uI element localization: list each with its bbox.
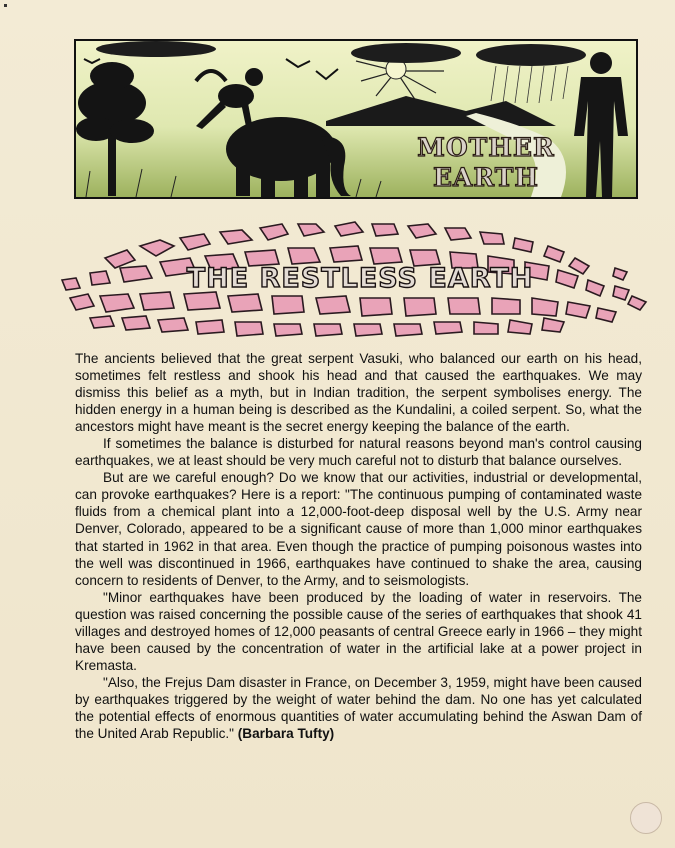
paragraph-3: But are we careful enough? Do we know that our activities, industrial or developmental, can provoke earthquakes? Here is a report: "The continuous pumping of contaminated waste fluids from a chemical plant into a 12,000-foot-deep disposal well by the U.S. Army near Denver, Colorado, appeared to be a significant cause of more than 1,000 minor earthquakes that started in 1962 in that area. Even though the practice of pumping poisonous wastes into the well was discontinued in 1966, earthquakes have continued to shake the area, causing concern to residents of Denver, to the Army, and to seismologists. (75, 470, 642, 588)
paragraph-5-text: "Also, the Frejus Dam disaster in France, on December 3, 1959, might have been caused by earthquakes triggered by the weight of water behind the dam. No one has yet calculated the potential effects of enormous quantities of water accumulating behind the Aswan Dam of the United Arab Republic." (75, 674, 642, 742)
banner-title (396, 133, 576, 193)
article-headline: THE RESTLESS EARTH (186, 263, 534, 294)
author-credit: (Barbara Tufty) (237, 726, 335, 742)
paragraph-1: The ancients believed that the great serpent Vasuki, who balanced our earth on his head, sometimes felt restless and shook his head and that caused the earthquakes. We may dismiss this belief as a myth, but in Indian tradition, the serpent symbolises energy. The hidden energy in a human being is described as the Kundalini, a coiled serpent. So, what the ancestors might have meant is the secret energy keeping the balance of the earth. (75, 351, 642, 435)
banner-title-line1: MOTHER (417, 133, 555, 162)
paragraph-5 (75, 674, 642, 742)
mother-earth-banner (74, 39, 638, 199)
article-body (75, 350, 642, 742)
banner-title-line2: EARTH (432, 163, 539, 192)
paragraph-2: If sometimes the balance is disturbed for natural reasons beyond man's control causing earthquakes, we at least should be very much careful not to disturb that balance ourselves. (75, 436, 642, 469)
paragraph-4: "Minor earthquakes have been produced by the loading of water in reservoirs. The question was raised concerning the possible cause of the series of earthquakes that shook 41 villages and destroyed homes of 12,000 peasants of central Greece early in 1966 – they might have been caused by the concentration of water in the artificial lake at a power project in Kremasta. (75, 589, 642, 673)
watermark-seal (630, 802, 662, 834)
speck (4, 4, 7, 7)
